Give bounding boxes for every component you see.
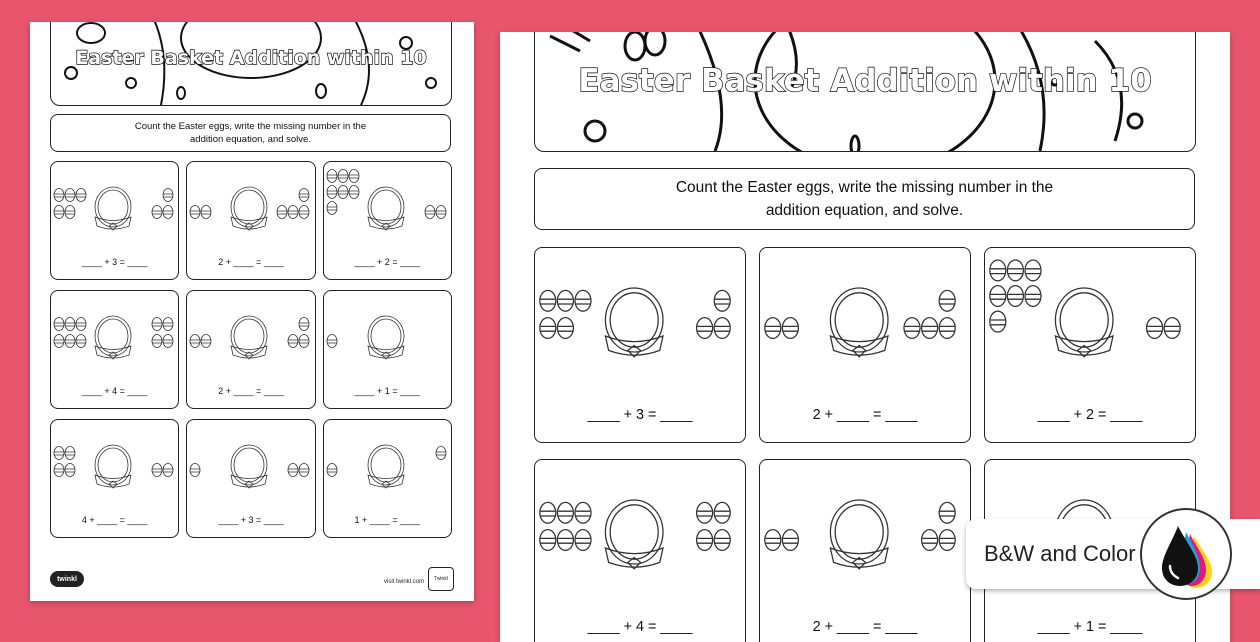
basket-and-eggs-illustration (51, 420, 175, 515)
problem-card (50, 290, 179, 409)
worksheet-title-large: Easter Basket Addition within 10 (578, 63, 1152, 99)
addition-equation: ____ + 4 = ____ (81, 386, 148, 396)
basket-and-eggs-illustration (51, 291, 175, 386)
problem-card (186, 290, 315, 409)
basket-and-eggs-illustration (985, 248, 1183, 400)
bw-and-color-label: B&W and Color (984, 541, 1136, 566)
problem-card (50, 161, 179, 280)
basket-and-eggs-illustration (535, 248, 733, 400)
addition-equation: ____ + 4 = ____ (587, 618, 693, 635)
problem-card (534, 247, 746, 443)
basket-and-eggs-illustration (324, 291, 448, 386)
problem-card (186, 419, 315, 538)
footer-url: visit twinkl.com (383, 579, 424, 585)
problem-card (534, 459, 746, 642)
instructions-line-1-large: Count the Easter eggs, write the missing number in the (675, 179, 1054, 196)
problem-card (323, 290, 452, 409)
basket-and-eggs-illustration (187, 291, 311, 386)
addition-equation: ____ + 3 = ____ (587, 406, 693, 423)
problem-card (759, 247, 971, 443)
twinkl-logo: twinkl (50, 571, 84, 587)
title-banner-large (534, 32, 1196, 152)
ink-drops-icon (1140, 508, 1232, 600)
instructions-box (50, 114, 451, 152)
instructions-line-1: Count the Easter eggs, write the missing number in the (134, 121, 367, 132)
addition-equation: 2 + ____ = ____ (218, 386, 284, 396)
basket-and-eggs-illustration (51, 162, 175, 257)
problem-card (323, 419, 452, 538)
addition-equation: ____ + 2 = ____ (354, 257, 421, 267)
addition-equation: ____ + 3 = ____ (218, 515, 284, 525)
problem-card (984, 247, 1196, 443)
instructions-box-large (534, 168, 1195, 230)
addition-equation: 2 + ____ = ____ (812, 618, 918, 635)
addition-equation: ____ + 3 = ____ (81, 257, 148, 267)
addition-equation: ____ + 1 = ____ (1037, 618, 1143, 635)
basket-and-eggs-illustration (535, 460, 733, 612)
problem-card (50, 419, 179, 538)
worksheet-preview-small (30, 22, 474, 601)
instructions-line-2-large: addition equation, and solve. (765, 202, 964, 219)
title-banner (50, 22, 452, 106)
worksheet-title: Easter Basket Addition within 10 (75, 47, 427, 69)
basket-and-eggs-illustration (760, 248, 958, 400)
footer-badge: Twinkl (428, 567, 454, 591)
black-drop (1162, 526, 1198, 586)
addition-equation: ____ + 1 = ____ (354, 386, 421, 396)
addition-equation: ____ + 2 = ____ (1037, 406, 1143, 423)
basket-and-eggs-illustration (760, 460, 958, 612)
addition-equation: 2 + ____ = ____ (812, 406, 918, 423)
addition-equation: 2 + ____ = ____ (218, 257, 284, 267)
basket-and-eggs-illustration (187, 420, 311, 515)
addition-equation: 1 + ____ = ____ (354, 515, 421, 525)
instructions-line-2: addition equation, and solve. (190, 134, 311, 145)
basket-and-eggs-illustration (324, 162, 448, 257)
basket-and-eggs-illustration (324, 420, 448, 515)
addition-equation: 4 + ____ = ____ (81, 515, 148, 525)
problem-card (323, 161, 452, 280)
problem-card (186, 161, 315, 280)
problem-card (759, 459, 971, 642)
problem-grid-small (50, 161, 452, 538)
basket-and-eggs-illustration (187, 162, 311, 257)
